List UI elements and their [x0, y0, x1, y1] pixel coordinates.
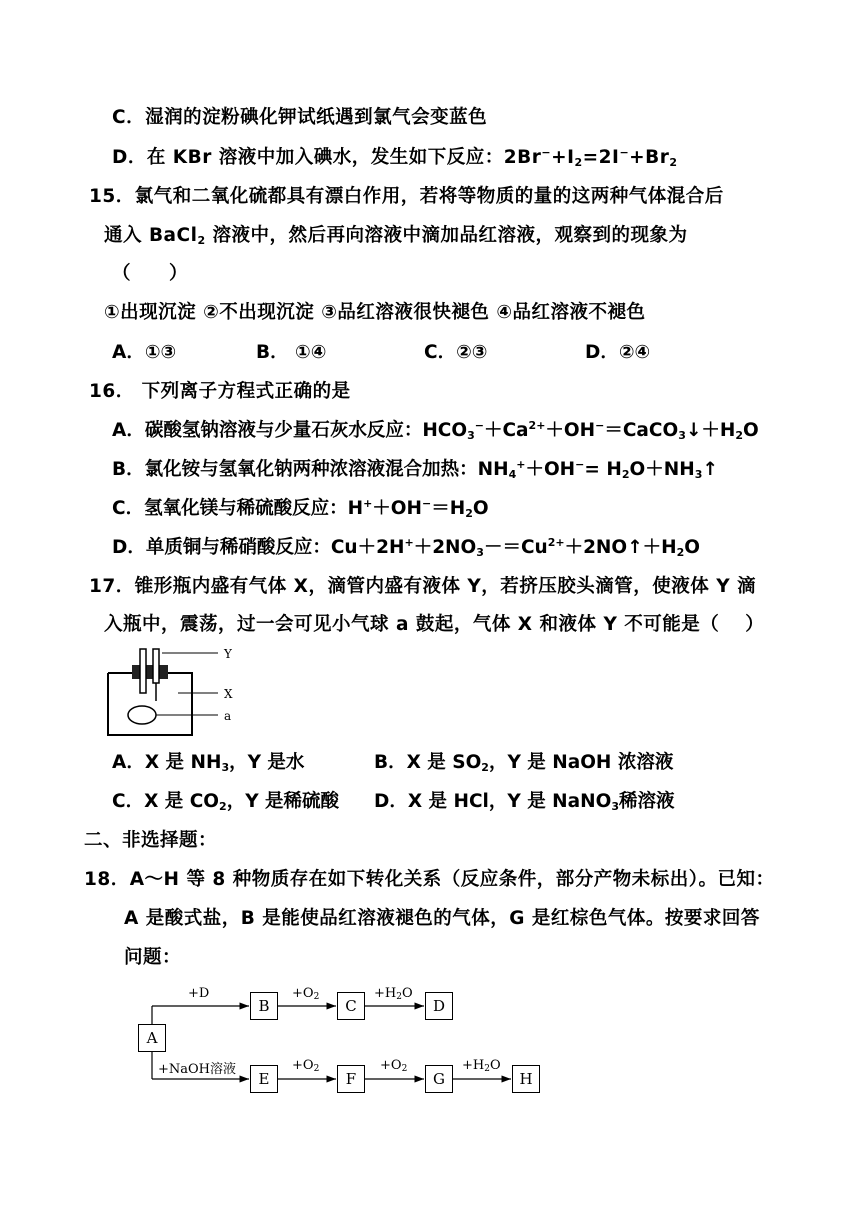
q17-stem-line1: 17．锥形瓶内盛有气体 X，滴管内盛有液体 Y，若挤压胶头滴管，使液体 Y 滴	[89, 576, 757, 597]
q16-option-c-text: C．氢氧化镁与稀硫酸反应：H	[112, 498, 364, 519]
q17-stem-line2: 入瓶中，震荡，过一会可见小气球 a 鼓起，气体 X 和液体 Y 不可能是（ ）	[104, 614, 765, 635]
label-h2o-a: +H	[374, 986, 397, 1001]
node-f: F	[337, 1065, 365, 1093]
q14-option-d: D．在 KBr 溶液中加入碘水，发生如下反应：$2Br^-+I_2=2I^-+Br_2$	[112, 146, 678, 169]
q16-stem: 16． 下列离子方程式正确的是	[89, 381, 351, 402]
label-o2-b: +O	[292, 1058, 314, 1073]
label-plus-o2-top: $+O_2$	[292, 986, 320, 1002]
q15-option-b: B． ①④	[256, 342, 327, 363]
q15-paren: （ ）	[112, 263, 189, 284]
q17-option-a: A．X 是 $NH_3$，Y 是水	[112, 752, 305, 774]
label-plus-h2o-top: $+H_2O$	[374, 986, 413, 1002]
label-o2-c: +O	[380, 1058, 402, 1073]
q15-choices: ①出现沉淀 ②不出现沉淀 ③品红溶液很快褪色 ④品红溶液不褪色	[104, 302, 646, 323]
label-plus-d: +D	[188, 986, 210, 1001]
label-o2-a: +O	[292, 986, 314, 1001]
q17-option-a-text: A．X 是 NH	[112, 752, 222, 773]
q15-stem-line2: 通入 BaCl$_2$ 溶液中，然后再向溶液中滴加品红溶液，观察到的现象为	[104, 225, 688, 247]
node-h: H	[512, 1065, 540, 1093]
label-h2o-b: +H	[462, 1058, 485, 1073]
q17-option-b: B．X 是 $SO_2$，Y 是 NaOH 浓溶液	[374, 752, 674, 774]
q17-option-d-tail: 稀溶液	[619, 791, 675, 812]
q17-option-a-tail: ，Y 是水	[229, 752, 305, 773]
q17-option-c: C．X 是 $CO_2$，Y 是稀硫酸	[112, 791, 340, 813]
node-b: B	[250, 992, 278, 1020]
q16-option-d: D．单质铜与稀硝酸反应：$Cu+2H^++2NO_3-=Cu^{2+}+2NO↑+H_2O$	[112, 536, 701, 559]
q18-stem-line1: 18．A～H 等 8 种物质存在如下转化关系（反应条件，部分产物未标出）。已知：	[84, 869, 775, 890]
q17-option-d-text: D．X 是 HCl，Y 是 NaNO	[374, 791, 612, 812]
node-e: E	[250, 1065, 278, 1093]
label-plus-naoh: +NaOH溶液	[158, 1062, 237, 1077]
fig-label-a: a	[224, 709, 232, 723]
q15-line2b: 溶液中，然后再向溶液中滴加品红溶液，观察到的现象为	[205, 225, 688, 246]
q15-option-c: C．②③	[424, 342, 488, 363]
q17-option-c-text: C．X 是 CO	[112, 791, 220, 812]
node-d: D	[425, 992, 453, 1020]
q18-stem-line3: 问题：	[124, 947, 182, 968]
q16-option-a: A．碳酸氢钠溶液与少量石灰水反应：$HCO_3^-+Ca^{2+}+OH^-=CaCO_3↓+H_2O$	[112, 419, 759, 442]
fig-label-x: X	[224, 687, 233, 701]
q15-option-d: D．②④	[585, 342, 651, 363]
label-plus-o2-fg: $+O_2$	[380, 1058, 408, 1074]
label-plus-o2-ef: $+O_2$	[292, 1058, 320, 1074]
node-g: G	[425, 1065, 453, 1093]
q15-line2a: 通入 BaCl	[104, 225, 198, 246]
q15-stem-line1: 15．氯气和二氧化硫都具有漂白作用，若将等物质的量的这两种气体混合后	[89, 186, 724, 207]
q14-option-d-end: +Br	[629, 147, 670, 168]
q16-option-a-text: A．碳酸氢钠溶液与少量石灰水反应：HCO	[112, 420, 468, 441]
section-2-heading: 二、非选择题：	[84, 830, 218, 851]
q17-option-d: D．X 是 HCl，Y 是 NaNO$_3$稀溶液	[374, 791, 675, 813]
q18-stem-line2: A 是酸式盐，B 是能使品红溶液褪色的气体，G 是红棕色气体。按要求回答	[124, 908, 760, 929]
fig-label-y: Y	[224, 647, 232, 661]
q16-option-b-text: B．氯化铵与氢氧化钠两种浓溶液混合加热：NH	[112, 459, 509, 480]
q16-option-b: B．氯化铵与氢氧化钠两种浓溶液混合加热：$NH_4^++OH^-=$ $H_2O+NH_3↑$	[112, 458, 718, 481]
q14-option-d-text: D．在 KBr 溶液中加入碘水，发生如下反应：2Br	[112, 147, 542, 168]
q14-option-c: C．湿润的淀粉碘化钾试纸遇到氯气会变蓝色	[112, 107, 488, 128]
q14-option-d-tail: =2I	[582, 147, 620, 168]
q16-option-c: C．氢氧化镁与稀硫酸反应：$H^++OH^-=H_2O$	[112, 497, 489, 520]
q16-option-d-text: D．单质铜与稀硝酸反应：Cu＋2H	[112, 537, 405, 558]
node-c: C	[337, 992, 365, 1020]
q17-option-b-text: B．X 是 SO	[374, 752, 482, 773]
q17-option-c-tail: ，Y 是稀硫酸	[226, 791, 340, 812]
node-a: A	[138, 1024, 166, 1052]
label-plus-h2o-gh: $+H_2O$	[462, 1058, 501, 1074]
q17-option-b-tail: ，Y 是 NaOH 浓溶液	[488, 752, 674, 773]
q15-option-a: A．①③	[112, 342, 177, 363]
